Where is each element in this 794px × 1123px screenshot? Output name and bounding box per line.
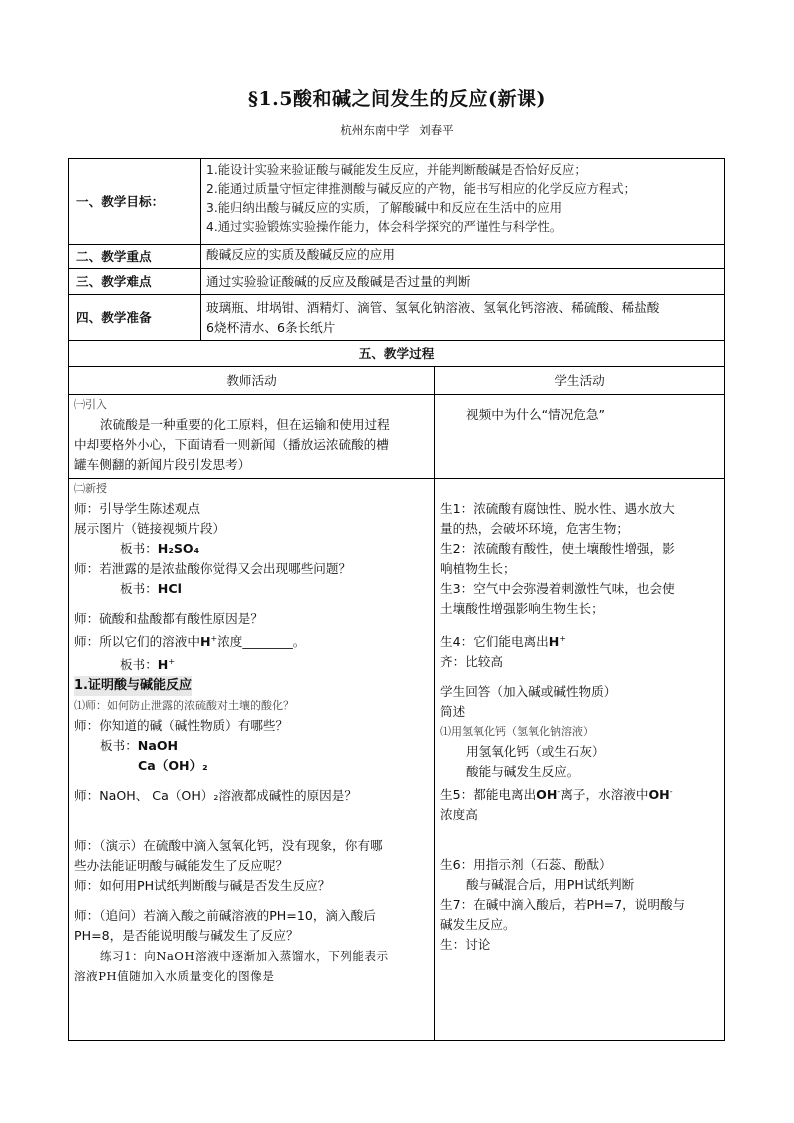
intro-row xyxy=(69,395,725,479)
teacher-line: 师：NaOH、 Ca（OH）₂溶液都成碱性的原因是？ xyxy=(74,788,357,804)
goals-label: 一、教学目标： xyxy=(69,159,201,245)
prep-content xyxy=(201,295,725,341)
goal-line: 3.能归纳出酸与碱反应的实质，了解酸碱中和反应在生活中的应用 xyxy=(206,201,563,215)
lesson-plan-table xyxy=(68,158,725,1041)
teacher-line: 师：所以它们的溶液中H+浓度________。 xyxy=(74,634,306,650)
process-heading-row xyxy=(69,341,725,367)
author-school: 杭州东南中学 xyxy=(340,123,410,137)
intro-student-text: 视频中为什么“情况危急” xyxy=(466,407,605,422)
student-line: 酸能与碱发生反应。 xyxy=(466,764,580,780)
prep-line: 6烧杯清水、6条长纸片 xyxy=(206,320,336,335)
intro-teacher-line: 浓硫酸是一种重要的化工原料，但在运输和使用过程 xyxy=(100,417,390,432)
process-heading: 五、教学过程 xyxy=(69,341,725,367)
subsection-title: 1.证明酸与碱能反应 xyxy=(74,675,429,696)
teacher-line: ⑴师：如何防止泄露的浓硫酸对土壤的酸化？ xyxy=(74,699,294,713)
student-line: 生7：在碱中滴入酸后，若PH=7，说明酸与 xyxy=(440,897,686,913)
goal-line: 2.能通过质量守恒定律推测酸与碱反应的产物，能书写相应的化学反应方程式； xyxy=(206,182,636,196)
new-content-row xyxy=(69,479,725,1041)
page-title: §1.5酸和碱之间发生的反应(新课) xyxy=(248,88,546,110)
board-note: 板书：H+ xyxy=(120,657,176,673)
student-line: 用氢氧化钙（或生石灰） xyxy=(466,744,605,760)
formula-h2so4: H₂SO₄ xyxy=(157,541,200,556)
student-line: 简述 xyxy=(440,704,466,720)
goals-content xyxy=(201,159,725,245)
goal-line: 4.通过实验锻炼实验操作能力，体会科学探究的严谨性与科学性。 xyxy=(206,220,563,234)
focus-label: 二、教学重点 xyxy=(69,245,201,269)
difficulty-text: 通过实验验证酸碱的反应及酸碱是否过量的判断 xyxy=(201,269,725,295)
student-line: 生：讨论 xyxy=(440,937,491,953)
new-teacher-cell xyxy=(69,479,435,1041)
author-name: 刘春平 xyxy=(419,123,454,137)
difficulty-row xyxy=(69,269,725,295)
intro-teacher-line: 中却要格外小心，下面请看一则新闻（播放运浓硫酸的槽 xyxy=(74,437,389,452)
intro-teacher-line: 罐车侧翻的新闻片段引发思考） xyxy=(74,457,251,472)
student-line: 生5：都能电离出OH-离子，水溶液中OH- xyxy=(440,787,673,803)
goals-row xyxy=(69,159,725,245)
teacher-column-header: 教师活动 xyxy=(69,367,435,395)
teacher-line: 师：（演示）在硫酸中滴入氢氧化钙，没有现象，你有哪 xyxy=(74,838,383,854)
focus-text: 酸碱反应的实质及酸碱反应的应用 xyxy=(201,245,725,269)
student-line: 生6：用指示剂（石蕊、酚酞） xyxy=(440,857,612,873)
teacher-line: 展示图片（链接视频片段） xyxy=(74,521,226,536)
student-line: 量的热，会破坏环境，危害生物； xyxy=(440,521,629,536)
student-line: 生4：它们能电离出H+ xyxy=(440,634,567,650)
board-note: 板书：NaOH xyxy=(100,738,179,754)
student-line: 土壤酸性增强影响生物生长； xyxy=(440,601,604,616)
student-line: 学生回答（加入碱或碱性物质） xyxy=(440,684,617,700)
column-header-row xyxy=(69,367,725,395)
prep-row xyxy=(69,295,725,341)
formula-hcl: HCl xyxy=(157,581,182,596)
new-tag: ㈡新授 xyxy=(74,482,107,495)
intro-tag: ㈠引入 xyxy=(74,398,107,411)
teacher-line: 师：硫酸和盐酸都有酸性原因是？ xyxy=(74,611,263,626)
author-line xyxy=(0,122,794,138)
teacher-line: 师：（追问）若滴入酸之前碱溶液的PH=10，滴入酸后 xyxy=(74,908,376,924)
difficulty-label: 三、教学难点 xyxy=(69,269,201,295)
new-student-cell xyxy=(435,479,725,1041)
prep-line: 玻璃瓶、坩埚钳、酒精灯、滴管、氢氧化钠溶液、氢氧化钙溶液、稀硫酸、稀盐酸 xyxy=(206,300,660,315)
student-line: 齐：比较高 xyxy=(440,654,503,670)
teacher-line: 师：若泄露的是浓盐酸你觉得又会出现哪些问题？ xyxy=(74,561,352,576)
teacher-line: 师：引导学生陈述观点 xyxy=(74,501,200,516)
teacher-line: 师：你知道的碱（碱性物质）有哪些？ xyxy=(74,718,289,734)
student-line: ⑴用氢氧化钙（氢氧化钠溶液） xyxy=(440,725,594,739)
formula-caoh2: Ca（OH）₂ xyxy=(138,758,208,774)
teacher-line: 师：如何用PH试纸判断酸与碱是否发生反应？ xyxy=(74,878,331,894)
intro-teacher-cell xyxy=(69,395,435,479)
board-note: 板书：H₂SO₄ xyxy=(120,541,200,556)
teacher-line: PH=8，是否能说明酸与碱发生了反应？ xyxy=(74,928,299,944)
student-line: 碱发生反应。 xyxy=(440,917,516,933)
intro-student-cell xyxy=(435,395,725,479)
student-column-header: 学生活动 xyxy=(435,367,725,395)
student-line: 生3：空气中会弥漫着刺激性气味，也会使 xyxy=(440,581,675,596)
focus-row xyxy=(69,245,725,269)
student-line: 生1：浓硫酸有腐蚀性、脱水性、遇水放大 xyxy=(440,501,675,516)
goal-line: 1.能设计实验来验证酸与碱能发生反应，并能判断酸碱是否恰好反应； xyxy=(206,163,587,177)
prep-label: 四、教学准备 xyxy=(69,295,201,341)
student-line: 酸与碱混合后，用PH试纸判断 xyxy=(466,877,635,893)
teacher-line: 些办法能证明酸与碱能发生了反应呢？ xyxy=(74,858,289,874)
student-line: 浓度高 xyxy=(440,807,478,823)
board-note: 板书：HCl xyxy=(120,581,182,596)
student-line: 生2：浓硫酸有酸性，使土壤酸性增强，影 xyxy=(440,541,675,556)
student-line: 响植物生长； xyxy=(440,561,516,576)
exercise-line: 练习1：向NaOH溶液中逐渐加入蒸馏水，下列能表示 xyxy=(100,949,389,964)
exercise-line: 溶液PH值随加入水质量变化的图像是 xyxy=(74,969,275,984)
